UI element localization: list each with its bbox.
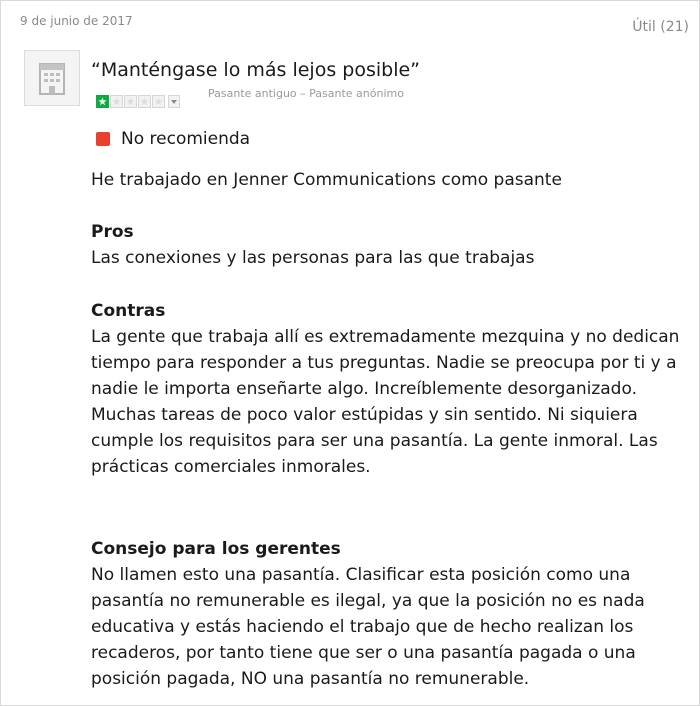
- star-icon: [138, 95, 151, 108]
- review-title[interactable]: “Manténgase lo más lejos posible”: [91, 59, 421, 81]
- star-rating: [96, 95, 180, 108]
- advice-heading: Consejo para los gerentes: [91, 539, 341, 559]
- helpful-button[interactable]: Útil (21): [632, 19, 689, 35]
- employment-status: He trabajado en Jenner Communications como pasante: [91, 170, 562, 190]
- star-icon: [124, 95, 137, 108]
- not-recommend-icon: [96, 132, 110, 146]
- company-logo[interactable]: [24, 50, 80, 106]
- building-icon: [37, 61, 67, 95]
- chevron-down-icon: [171, 100, 177, 104]
- star-icon: [152, 95, 165, 108]
- pros-text: Las conexiones y las personas para las que trabajas: [91, 248, 535, 268]
- rating-dropdown-toggle[interactable]: [168, 95, 180, 108]
- cons-heading: Contras: [91, 301, 166, 321]
- advice-text: No llamen esto una pasantía. Clasificar esta posición como una pasantía no remunerable es ilegal, ya que la posición no es nada educativa y estás haciendo el trabajo que de hecho realizan los recaderos, por tanto tiene que ser o una pasantía pagada o una posición pagada, NO una pasantía no remunerable.: [91, 565, 645, 689]
- star-icon: [110, 95, 123, 108]
- recommendation: [96, 129, 250, 149]
- cons-text: La gente que trabaja allí es extremadamente mezquina y no dedican tiempo para responder a tus preguntas. Nadie se preocupa por ti y a nadie le importa enseñarte algo. Increíblemente desorganizado. Muchas tareas de poco valor estúpidas y sin sentido. Ni siquiera cumple los requisitos para ser una pasantía. La gente inmoral. Las prácticas comerciales inmorales.: [91, 327, 680, 477]
- author-info: Pasante antiguo – Pasante anónimo: [208, 87, 404, 100]
- review-date: 9 de junio de 2017: [20, 14, 133, 28]
- star-icon: [96, 95, 109, 108]
- pros-heading: Pros: [91, 222, 134, 242]
- recommendation-label: No recomienda: [121, 129, 251, 149]
